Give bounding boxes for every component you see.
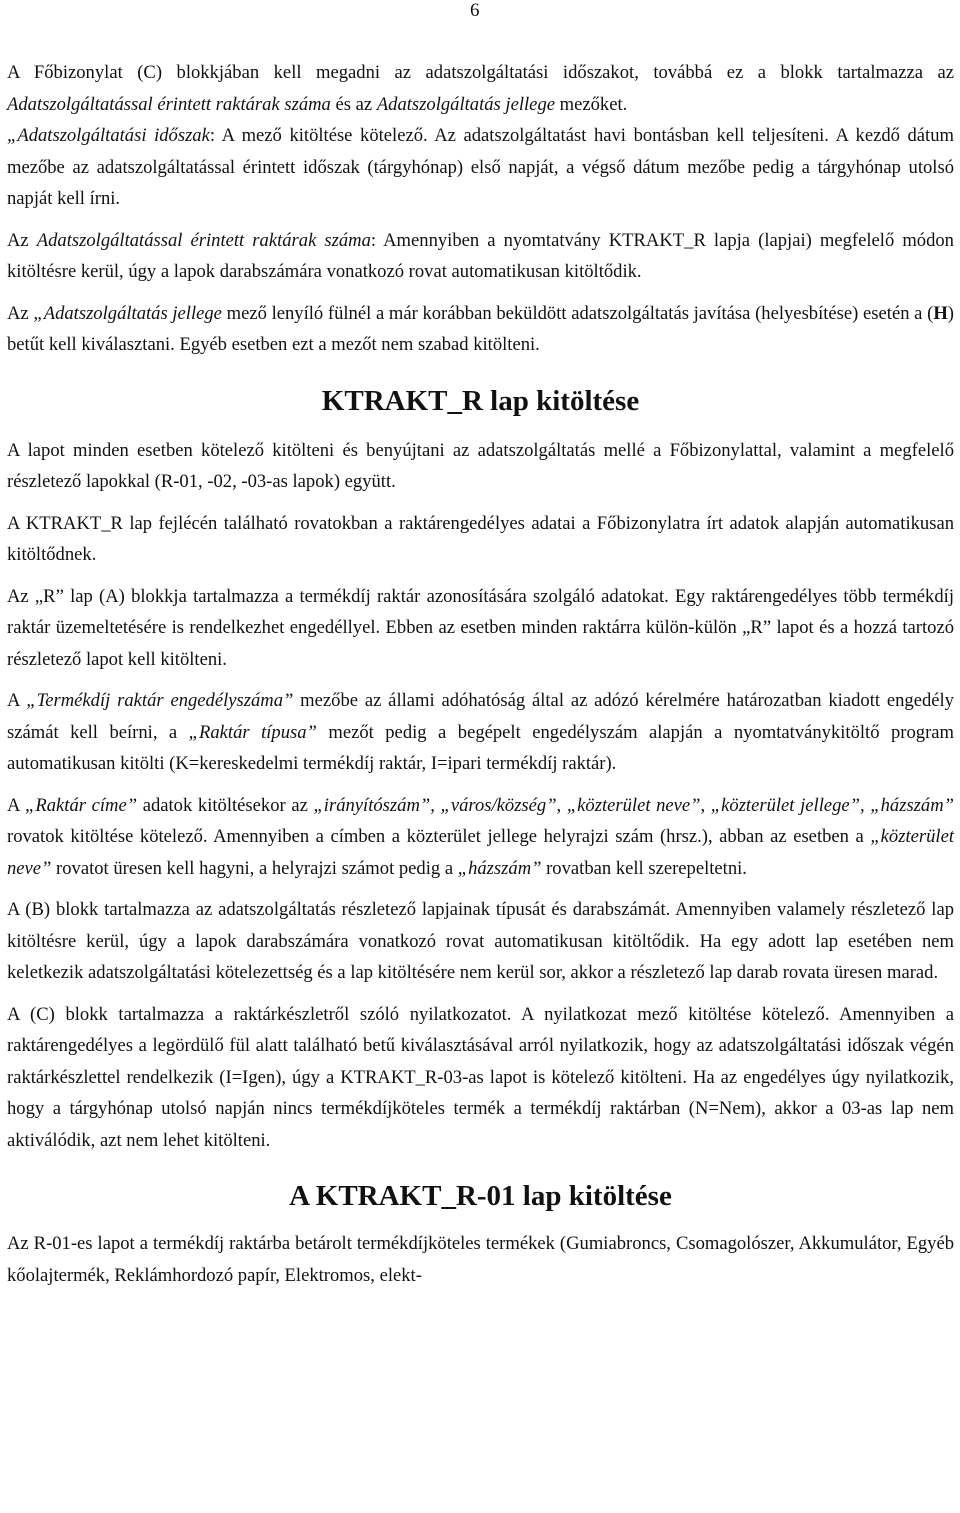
- field-name-raktarak-szama: Adatszolgáltatással érintett raktárak száma: [36, 229, 371, 251]
- paragraph-raktar-cime: [7, 790, 954, 885]
- text-span: Az: [7, 302, 34, 324]
- field-name-idoszak: „Adatszolgáltatási időszak: [7, 125, 210, 146]
- field-name-jellege: Adatszolgáltatás jellege: [376, 93, 555, 115]
- text-span: adatok kitöltésekor az: [137, 794, 314, 816]
- paragraph-r-lap-a-blokk: Az „R” lap (A) blokkja tartalmazza a termékdíj raktár azonosítására szolgáló adatokat. Egy raktárengedélyes több termékdíj raktár üzemeltetésére is rendelkezhet engedéllyel. Ebben az esetben minden raktárra külön-külön „R” lapot és a hozzá tartozó részletező lapot kell kitölteni.: [7, 585, 954, 670]
- section-heading-ktrakt-r-01: A KTRAKT_R-01 lap kitöltése: [289, 1180, 672, 1212]
- field-names-address: „irányítószám”, „város/község”, „közterület neve”, „közterület jellege”, „házszám”: [313, 794, 954, 816]
- text-span: A: [7, 690, 27, 711]
- page-number: 6: [470, 0, 480, 21]
- paragraph-lap-kitoltes: A lapot minden esetben kötelező kitölteni és benyújtani az adatszolgáltatás mellé a Főbizonylattal, valamint a megfelelő részletező lapokkal (R-01, -02, -03-as lapok) együtt.: [7, 439, 954, 492]
- paragraph-fejlec: A KTRAKT_R lap fejlécén található rovatokban a raktárengedélyes adatai a Főbizonylatra írt adatok alapján automatikusan kitöltődnek.: [7, 512, 954, 565]
- text-span: rovatban kell szerepeltetni.: [541, 857, 747, 879]
- paragraph-c-blokk: A (C) blokk tartalmazza a raktárkészletről szóló nyilatkozatot. A nyilatkozat mező kitöltése kötelező. Amennyiben a raktárengedélyes a legördülő fül alatt található betű kiválasztásával arról nyilatkozik, hogy az adatszolgáltatási időszak végén raktárkészlettel rendelkezik (I=Igen), úgy a KTRAKT_R-03-as lapot is kötelező kitölteni. Ha az engedélyes úgy nyilatkozik, hogy a tárgyhónap utolsó napján nincs termékdíjköteles termék a termékdíj raktárban (N=Nem), akkor a 03-as lap nem aktiválódik, azt nem lehet kitölteni.: [7, 1003, 954, 1151]
- text-span: ) betűt kell kiválasztani. Egyéb esetben ezt a mezőt nem szabad kitölteni.: [7, 302, 954, 355]
- section-heading-ktrakt-r: KTRAKT_R lap kitöltése: [321, 384, 640, 417]
- text-span: rovatok kitöltése kötelező. Amennyiben a címben a közterület jellege helyrajzi szám (hrsz.), abban az esetben a: [7, 826, 871, 847]
- text-span: : Amennyiben a nyomtatvány KTRAKT_R lapja (lapjai) megfelelő módon kitöltésre kerül, úgy a lapok darabszámára vonatkozó rovat automatikusan kitöltődik.: [7, 229, 954, 282]
- field-name-kozterulet-neve: „közterület neve”: [7, 826, 954, 879]
- text-span: mezőt pedig a begépelt engedélyszám alapján a nyomtatványkitöltő program automatikusan kitölti (K=kereskedelmi termékdíj raktár, I=ipari termékdíj raktár).: [7, 721, 954, 774]
- field-name-engedelyszam: „Termékdíj raktár engedélyszáma”: [26, 690, 294, 711]
- text-span: mezőket.: [555, 93, 628, 115]
- field-name-raktarak-szama: Adatszolgáltatással érintett raktárak száma: [7, 93, 331, 115]
- paragraph-fobizonylat: [7, 57, 954, 120]
- paragraph-idoszak: [7, 120, 954, 215]
- paragraph-b-blokk: A (B) blokk tartalmazza az adatszolgáltatás részletező lapjainak típusát és darabszámát. Amennyiben valamely részletező lap kitöltésre kerül, úgy a lapok darabszámára vonatkozó rovat automatikusan kitöltődik. Ha egy adott lap esetében nem keletkezik adatszolgáltatási kötelezettség és a lap kitöltésére nem kerül sor, akkor a részletező lap darab rovata üresen marad.: [7, 899, 954, 983]
- field-name-raktar-tipusa: „Raktár típusa”: [188, 721, 317, 743]
- text-span: mező lenyíló fülnél a már korábban beküldött adatszolgáltatás javítása (helyesbítése) esetén a (: [221, 302, 934, 324]
- text-span: A: [7, 794, 26, 816]
- field-name-hazszam: „házszám”: [457, 857, 542, 879]
- paragraph-raktarak-szama: [7, 225, 954, 288]
- text-span: Az: [7, 229, 37, 251]
- text-span: : A mező kitöltése kötelező. Az adatszolgáltatást havi bontásban kell teljesíteni. A kezdő dátum mezőbe az adatszolgáltatással érintett időszak (tárgyhónap) első napját, a végső dátum mezőbe pedig a tárgyhónap utolsó napját kell írni.: [7, 125, 954, 209]
- document-body: [7, 57, 954, 1301]
- paragraph-jellege: [7, 298, 954, 361]
- paragraph-engedelyszam: [7, 685, 954, 780]
- field-name-raktar-cime: „Raktár címe”: [25, 794, 138, 816]
- text-span: és az: [330, 93, 377, 115]
- paragraph-r-01: Az R-01-es lapot a termékdíj raktárba betárolt termékdíjköteles termékek (Gumiabroncs, Csomagolószer, Akkumulátor, Egyéb kőolajtermék, Reklámhordozó papír, Elektromos, elekt-: [7, 1233, 954, 1286]
- text-span: A Főbizonylat (C) blokkjában kell megadni az adatszolgáltatási időszakot, továbbá ez a blokk tartalmazza az: [7, 62, 954, 83]
- letter-h: H: [933, 302, 948, 324]
- text-span: rovatot üresen kell hagyni, a helyrajzi számot pedig a: [51, 857, 458, 879]
- text-span: mezőbe az állami adóhatóság által az adózó kérelmére határozatban kiadott engedély számát kell beírni, a: [7, 690, 954, 743]
- field-name-jellege: „Adatszolgáltatás jellege: [33, 302, 222, 324]
